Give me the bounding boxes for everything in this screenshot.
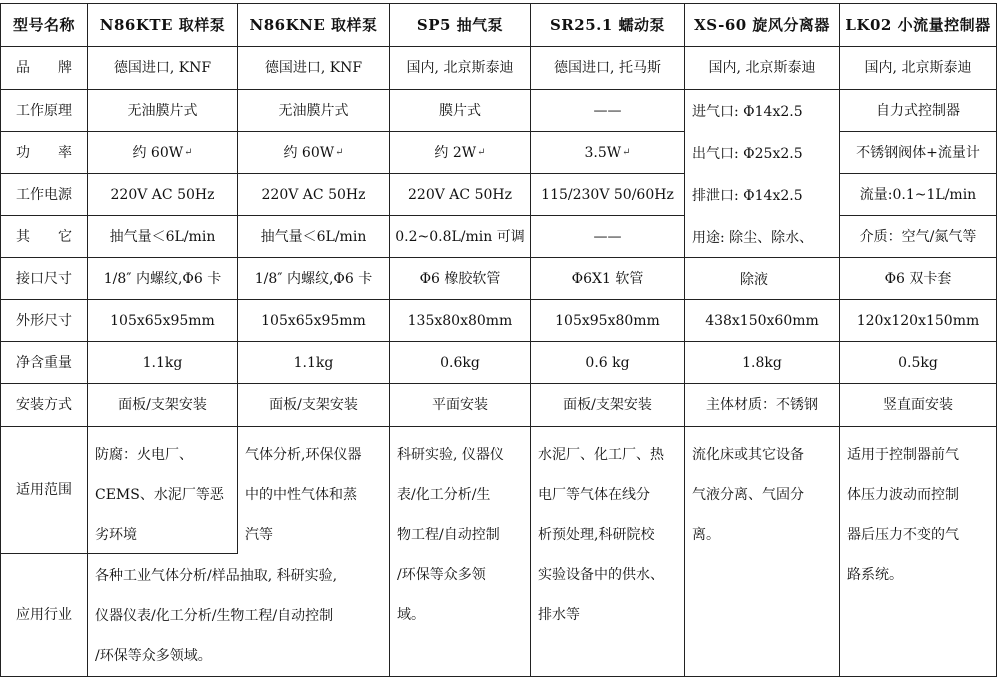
sp5-supply: 220V AC 50Hz [408, 186, 512, 203]
n86kne-install: 面板/支架安装 [269, 397, 358, 413]
n86kne-power: 约 60W ↵ [283, 144, 344, 161]
n86kte-principle: 无油膜片式 [127, 102, 198, 119]
header-n86kne: N86KNE 取样泵 [249, 16, 378, 34]
sp5-port: Φ6 橡胶软管 [419, 270, 501, 287]
kte-kne-industry: 各种工业气体分析/样品抽取, 科研实验, 仪器仪表/化工分析/生物工程/自动控制 /环保等众多领域。 [95, 568, 338, 664]
label-port: 接口尺寸 [16, 270, 72, 287]
lk02-weight: 0.5kg [898, 354, 938, 371]
n86kte-weight: 1.1kg [142, 354, 183, 371]
lk02-principle: 自力式控制器 [876, 102, 960, 119]
sp5-install: 平面安装 [432, 397, 488, 413]
sr25-brand: 德国进口, 托马斯 [554, 60, 661, 76]
n86kne-scope: 气体分析,环保仪器 中的中性气体和蒸 汽等 [245, 447, 362, 543]
lk02-power: 不锈钢阀体+流量计 [856, 144, 980, 161]
sp5-principle: 膜片式 [439, 102, 481, 119]
n86kte-scope: 防腐：火电厂、 CEMS、水泥厂等恶 劣环境 [95, 447, 224, 543]
sr25-install: 面板/支架安装 [563, 397, 652, 413]
header-sr25: SR25.1 蠕动泵 [549, 16, 666, 34]
label-principle: 工作原理 [16, 102, 72, 119]
paragraph-mark: ↵ [477, 146, 486, 158]
paragraph-mark: ↵ [184, 146, 193, 158]
label-supply: 工作电源 [16, 186, 72, 203]
header-n86kte: N86KTE 取样泵 [99, 16, 226, 34]
n86kte-size: 105x65x95mm [110, 312, 215, 329]
lk02-port: Φ6 双卡套 [884, 270, 952, 287]
n86kne-principle: 无油膜片式 [278, 102, 349, 119]
xs60-brand: 国内, 北京斯泰迪 [708, 60, 816, 76]
sr25-supply: 115/230V 50/60Hz [541, 186, 674, 203]
paragraph-mark: ↵ [335, 146, 344, 158]
sp5-weight: 0.6kg [440, 354, 480, 371]
label-other: 其 它 [16, 228, 72, 245]
header-lk02: LK02 小流量控制器 [845, 16, 991, 34]
sr25-other: —— [593, 228, 622, 245]
lk02-other: 介质：空气/氮气等 [859, 228, 977, 245]
sp5-power: 约 2W ↵ [434, 144, 486, 161]
sp5-scope: 科研实验, 仪器仪 表/化工分析/生 物工程/自动控制 /环保等众多领 域。 [397, 447, 504, 623]
n86kne-supply: 220V AC 50Hz [261, 186, 366, 203]
sp5-size: 135x80x80mm [407, 312, 513, 329]
label-industry: 应用行业 [16, 607, 72, 623]
lk02-scope: 适用于控制器前气 体压力波动而控制 器后压力不变的气 路系统。 [847, 447, 959, 583]
n86kne-weight: 1.1kg [293, 354, 334, 371]
label-scope: 适用范围 [16, 482, 72, 498]
sr25-scope: 水泥厂、化工厂、热 电厂等气体在线分 析预处理,科研院校 实验设备中的供水、 排水等 [538, 447, 664, 623]
xs60-spec: 进气口: Φ14x2.5 出气口: Φ25x2.5 排泄口: Φ14x2.5 用途: 除尘、除水、 除液 [692, 104, 814, 288]
lk02-install: 竖直面安装 [883, 397, 953, 413]
xs60-weight: 1.8kg [742, 354, 782, 371]
n86kte-install: 面板/支架安装 [118, 397, 207, 413]
header-label: 型号名称 [12, 16, 75, 34]
sr25-port: Φ6X1 软管 [571, 270, 644, 287]
n86kte-power: 约 60W ↵ [132, 144, 193, 161]
sp5-brand: 国内, 北京斯泰迪 [406, 60, 514, 76]
label-size: 外形尺寸 [16, 312, 72, 329]
xs60-size: 438x150x60mm [705, 312, 819, 329]
sp5-other: 0.2~0.8L/min 可调 [395, 228, 525, 245]
grid-line [0, 676, 996, 677]
label-install: 安装方式 [16, 397, 72, 413]
header-sp5: SP5 抽气泵 [416, 16, 504, 34]
n86kte-brand: 德国进口, KNF [113, 60, 212, 76]
paragraph-mark: ↵ [622, 146, 631, 158]
xs60-install: 主体材质：不锈钢 [706, 397, 818, 413]
lk02-size: 120x120x150mm [856, 312, 980, 329]
xs60-scope: 流化床或其它设备 气液分离、气固分 离。 [692, 447, 804, 543]
sr25-principle: —— [593, 102, 622, 119]
header-xs60: XS-60 旋风分离器 [694, 16, 830, 34]
n86kte-port: 1/8″ 内螺纹,Φ6 卡 [103, 270, 222, 287]
sr25-weight: 0.6 kg [585, 354, 630, 371]
sr25-size: 105x95x80mm [555, 312, 660, 329]
lk02-brand: 国内, 北京斯泰迪 [864, 60, 972, 76]
n86kne-brand: 德国进口, KNF [264, 60, 363, 76]
n86kne-other: 抽气量＜6L/min [260, 228, 367, 245]
label-weight: 净含重量 [16, 354, 72, 371]
label-brand: 品 牌 [16, 60, 72, 76]
sr25-power: 3.5W ↵ [584, 144, 631, 161]
n86kne-size: 105x65x95mm [261, 312, 366, 329]
n86kne-port: 1/8″ 内螺纹,Φ6 卡 [254, 270, 373, 287]
n86kte-other: 抽气量＜6L/min [109, 228, 216, 245]
label-power: 功 率 [16, 144, 72, 161]
n86kte-supply: 220V AC 50Hz [110, 186, 215, 203]
lk02-supply: 流量:0.1~1L/min [859, 186, 977, 203]
